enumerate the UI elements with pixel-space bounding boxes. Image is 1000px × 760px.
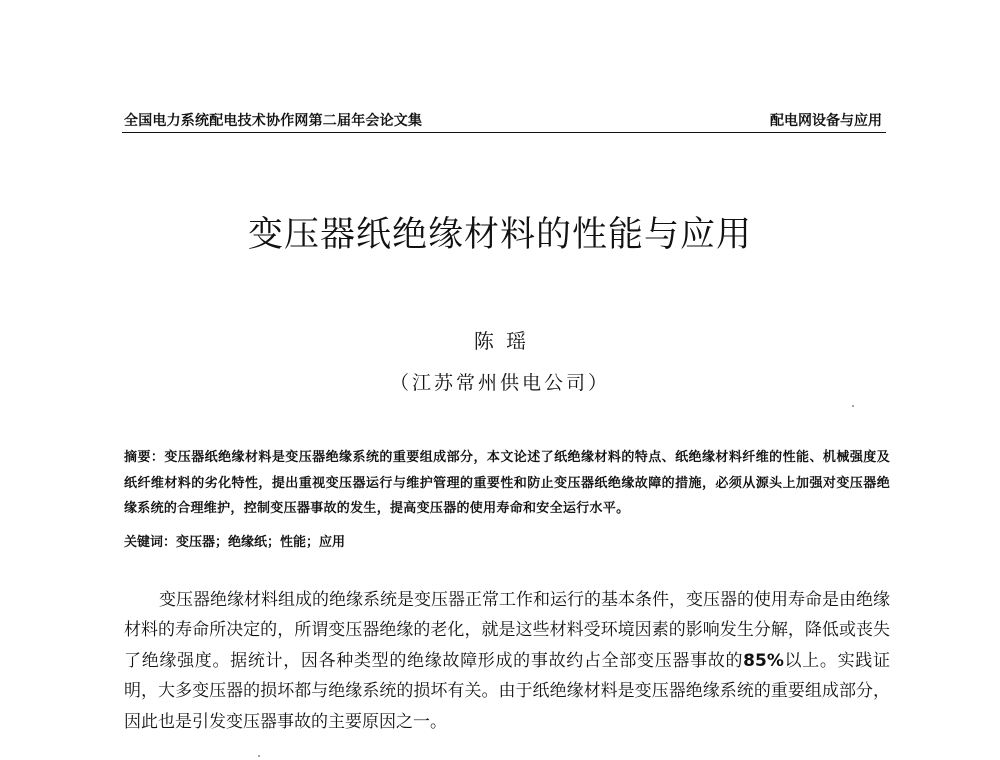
body-text-part2: 以上。实践证明，大多变压器的损坏都与绝缘系统的损坏有关。由于纸绝缘材料是变压器绝缘系统的重要组成部分，因此也是引发变压器事故的主要原因之一。 (124, 650, 891, 732)
abstract-label: 摘要： (124, 450, 165, 465)
keywords-text: 变压器；绝缘纸；性能；应用 (176, 535, 346, 550)
keywords (124, 530, 890, 555)
body-paragraph (124, 585, 890, 737)
abstract-text: 变压器纸绝缘材料是变压器绝缘系统的重要组成部分，本文论述了纸绝缘材料的特点、纸绝缘材料纤维的性能、机械强度及纸纤维材料的劣化特性，提出重视变压器运行与维护管理的重要性和防止变压器纸绝缘故障的措施，必须从源头上加强对变压器绝缘系统的合理维护，控制变压器事故的发生，提高变压器的使用寿命和安全运行水平。 (124, 450, 890, 516)
body-text-part1: 变压器绝缘材料组成的绝缘系统是变压器正常工作和运行的基本条件，变压器的使用寿命是由绝缘材料的寿命所决定的，所谓变压器绝缘的老化，就是这些材料受环境因素的影响发生分解，降低或丧失了绝缘强度。据统计，因各种类型的绝缘故障形成的事故约占全部变压器事故的 (124, 590, 890, 671)
scan-speck (258, 755, 260, 757)
paper-title: 变压器纸绝缘材料的性能与应用 (247, 215, 752, 255)
running-header (122, 106, 886, 133)
author-name: 陈 瑶 (473, 329, 527, 353)
abstract (124, 445, 890, 522)
author-affiliation: （江苏常州供电公司） (389, 372, 610, 394)
header-proceedings-title: 全国电力系统配电技术协作网第二届年会论文集 (124, 113, 423, 129)
body-percentage: 85% (743, 650, 784, 671)
scan-speck (852, 405, 854, 407)
keywords-label: 关键词： (124, 535, 177, 550)
header-section-title: 配电网设备与应用 (770, 113, 882, 129)
